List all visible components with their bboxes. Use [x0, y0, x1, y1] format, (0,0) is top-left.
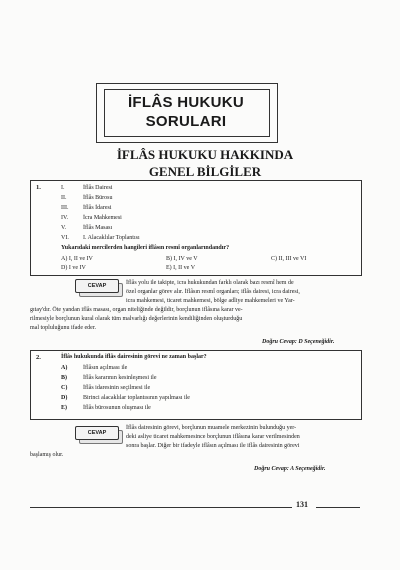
q1-item-text: İflâs Masası: [83, 225, 113, 231]
q1-item-roman: V.: [61, 225, 67, 231]
q2-option-letter: D): [61, 395, 68, 401]
q1-item-text: İflâs İdaresi: [83, 205, 112, 211]
q2-option-letter: A): [61, 365, 68, 371]
q1-item-roman: IV.: [61, 215, 69, 221]
q1-option-d: D) I ve IV: [61, 265, 86, 271]
answer-1-explanation-line: rilmesiyle borçlunun kural olarak tüm malvarlığı değerlerinin kendiliğinden oluşturduğu: [30, 316, 243, 322]
q1-option-b: B) I, IV ve V: [166, 256, 198, 262]
q1-item-roman: I.: [61, 185, 65, 191]
q2-option-letter: E): [61, 405, 67, 411]
q2-option-text: İflâs kararının kesinleşmesi ile: [83, 375, 157, 381]
answer-1-explanation-line: özel organlar görev alır. İflâsın resmî organları; iflâs dairesi, icra dairesi,: [126, 289, 300, 295]
answer-1-explanation-line: mal topluluğunu ifade eder.: [30, 325, 96, 331]
question-1-number: 1.: [36, 184, 41, 191]
page-number: 131: [296, 500, 308, 509]
answer-1-badge: CEVAP: [75, 279, 119, 293]
q2-option-letter: C): [61, 385, 68, 391]
q1-item-text: İflâs Dairesi: [83, 185, 113, 191]
answer-2-explanation-line: sonra başlar. Diğer bir ifadeyle iflâsın açılması ile iflâs dairesinin görevi: [126, 443, 300, 449]
section-heading-line-2: GENEL BİLGİLER: [148, 164, 262, 179]
question-2-text: İflâs hukukunda iflâs dairesinin görevi ne zaman başlar?: [61, 354, 207, 360]
q1-item-roman: VI.: [61, 235, 69, 241]
section-heading-line-1: İFLÂS HUKUKU HAKKINDA: [116, 147, 294, 162]
q1-item-text: İcra Mahkemesi: [83, 215, 122, 221]
page-title-line-2: SORULARI: [145, 113, 227, 130]
answer-2-explanation-line: İflâs dairesinin görevi, borçlunun muamele merkezinin bulunduğu yer-: [126, 425, 297, 431]
answer-2-explanation-line: başlamış olur.: [30, 452, 64, 458]
q1-option-a: A) I, II ve IV: [61, 256, 93, 262]
answer-2-badge: CEVAP: [75, 426, 119, 440]
footer-rule-left: [30, 507, 292, 508]
q2-option-text: İflâsın açılması ile: [83, 365, 128, 371]
answer-1-correct: Doğru Cevap: D Seçeneğidir.: [262, 339, 335, 345]
footer-rule-right: [316, 507, 360, 508]
q1-option-e: E) I, II ve V: [166, 265, 196, 271]
answer-1-explanation-line: icra mahkemesi, ticaret mahkemesi, bölge adliye mahkemeleri ve Yar-: [126, 298, 295, 304]
question-2-box: [30, 350, 362, 420]
q2-option-letter: B): [61, 375, 67, 381]
answer-1-explanation-line: İflâs yolu ile takipte, icra hukukundan farklı olarak bazı resmî hem de: [126, 280, 294, 286]
q2-option-text: Birinci alacaklılar toplantısının yapılması ile: [83, 395, 190, 401]
q1-option-c: C) II, III ve VI: [271, 256, 307, 262]
question-2-number: 2.: [36, 354, 41, 361]
answer-1-explanation-line: gıtay'dır. Öte yandan iflâs masası, organ niteliğinde değildir, borçlunun iflâsına karar ve-: [30, 307, 243, 313]
question-1-box: [30, 180, 362, 276]
q1-item-text: I. Alacaklılar Toplantısı: [83, 235, 140, 241]
page-title-line-1: İFLÂS HUKUKU: [127, 94, 245, 111]
answer-2-explanation-line: deki asliye ticaret mahkemesince borçlunun iflâsına karar verilmesinden: [126, 434, 300, 440]
answer-2-correct: Doğru Cevap: A Seçeneğidir.: [254, 466, 326, 472]
q1-item-roman: II.: [61, 195, 67, 201]
q1-item-roman: III.: [61, 205, 69, 211]
question-1-text: Yukarıdaki mercilerden hangileri iflâsın resmî organlarındandır?: [61, 245, 230, 251]
q1-item-text: İflâs Bürosu: [83, 195, 113, 201]
q2-option-text: İflâs idaresinin seçilmesi ile: [83, 385, 151, 391]
q2-option-text: İflâs bürosunun oluşması ile: [83, 405, 151, 411]
